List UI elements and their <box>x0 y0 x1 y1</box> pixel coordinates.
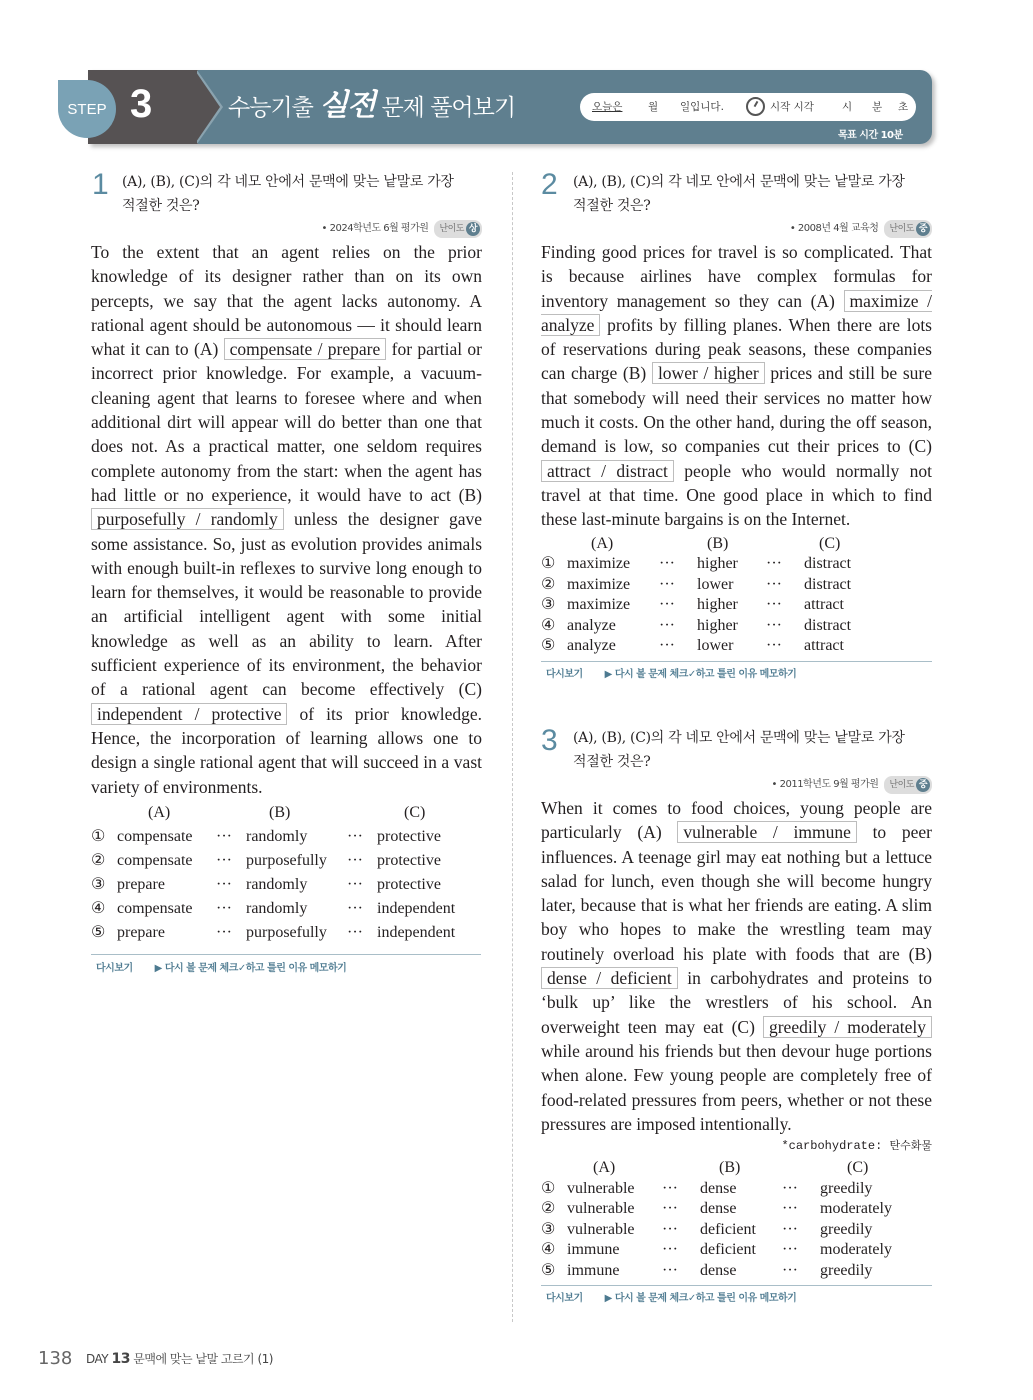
step-number: 3 <box>130 82 153 126</box>
choice-option[interactable] <box>91 849 481 873</box>
choice-a: compensate <box>117 899 193 917</box>
passage-text: unless the designer gave some assistance. So, just as evolution provides animals with enough built-in reflexes to survive long enough to learn for themselves, it would be reasonable to provide an artificial intelligent agent with some initial knowledge as well as an ability to learn. After sufficient experience of its environment, the behavior of a rational agent can become effectively (C) <box>91 509 483 700</box>
choice-b: randomly <box>246 899 308 917</box>
choice-option[interactable] <box>91 873 481 897</box>
review-note[interactable] <box>546 668 796 682</box>
question-number: 3 <box>541 724 558 757</box>
review-divider <box>91 954 481 955</box>
choice-b: randomly <box>246 827 308 845</box>
choice-a: maximize <box>567 596 631 614</box>
column-header: (B) <box>707 534 729 552</box>
question-head <box>573 170 932 234</box>
passage <box>91 240 482 799</box>
ellipsis: ··· <box>782 1241 798 1259</box>
day-number: 13 <box>111 1351 130 1367</box>
word-choice-box: greedily / moderately <box>763 1016 932 1038</box>
step-badge <box>58 80 116 138</box>
prompt-line: 적절한 것은? <box>573 198 651 214</box>
choice-a: compensate <box>117 851 193 869</box>
question-prompt <box>122 170 454 218</box>
source-text: • 2008년 4월 교육청 <box>789 223 879 234</box>
review-label: 다시보기 <box>96 963 133 974</box>
source-text: • 2011학년도 9월 평가원 <box>771 779 879 790</box>
choice-b: randomly <box>246 875 308 893</box>
choice-number: ② <box>541 1200 556 1218</box>
passage <box>541 240 932 532</box>
passage <box>541 796 932 1136</box>
passage-text: When it comes to food choices, young people are particularly (A) <box>541 798 932 843</box>
hour-field[interactable]: 시 <box>842 101 853 113</box>
ellipsis: ··· <box>347 851 363 869</box>
word-choice-box: lower / higher <box>652 362 765 384</box>
choice-a: analyze <box>567 616 616 634</box>
question-head <box>122 170 482 234</box>
question-head <box>573 726 932 790</box>
choice-number: ③ <box>541 1220 556 1238</box>
difficulty-tag <box>884 220 932 238</box>
difficulty-tag <box>434 220 482 238</box>
choice-a: compensate <box>117 827 193 845</box>
choice-number: ① <box>91 827 106 845</box>
choice-a: prepare <box>117 875 165 893</box>
page-footer <box>38 1348 438 1370</box>
choice-number: ② <box>91 851 106 869</box>
ellipsis: ··· <box>347 827 363 845</box>
passage-text: while around his friends but then devour huge portions when alone. Few young people are completely free of food-related pressures from peers, whether or not these pressures are imposed intentionally. <box>541 1040 932 1134</box>
choice-c: distract <box>804 616 852 634</box>
passage-text: for partial or incorrect prior knowledge. For example, a vacuum-cleaning agent that learns to foresee where and when additional dirt will appear will do better than one that does not. As a practical matter, one seldom requires complete autonomy from the start: when the agent has had little or no experience, it would have to act (B) <box>91 339 482 505</box>
difficulty-label: 난이도 <box>889 224 914 234</box>
choice-number: ⑤ <box>541 1261 556 1279</box>
choice-number: ④ <box>91 899 106 917</box>
choice-option[interactable] <box>541 595 931 616</box>
review-label: 다시보기 <box>546 668 583 680</box>
choice-b: higher <box>697 555 738 573</box>
ellipsis: ··· <box>216 827 232 845</box>
choice-c: attract <box>804 596 844 614</box>
choice-number: ⑤ <box>541 637 556 655</box>
choice-number: ③ <box>91 875 106 893</box>
date-today-label: 오늘은 <box>592 101 623 113</box>
choice-option[interactable] <box>541 1179 931 1200</box>
ellipsis: ··· <box>766 596 782 614</box>
answer-choices <box>91 801 481 945</box>
ellipsis: ··· <box>766 575 782 593</box>
choice-c: independent <box>377 923 456 941</box>
choice-a: maximize <box>567 575 631 593</box>
day-title <box>86 1351 273 1367</box>
choice-b: deficient <box>700 1220 756 1238</box>
ellipsis: ··· <box>662 1220 678 1238</box>
column-header: (C) <box>819 534 841 552</box>
second-field[interactable]: 초 <box>898 101 909 113</box>
ellipsis: ··· <box>659 555 675 573</box>
ellipsis: ··· <box>347 899 363 917</box>
ellipsis: ··· <box>782 1179 798 1197</box>
choice-a: prepare <box>117 923 165 941</box>
ellipsis: ··· <box>782 1200 798 1218</box>
ellipsis: ··· <box>662 1179 678 1197</box>
choice-c: protective <box>377 851 441 869</box>
choice-c: greedily <box>820 1220 873 1238</box>
word-choice-box: compensate / prepare <box>224 338 387 360</box>
choice-c: greedily <box>820 1261 873 1279</box>
choice-header-row <box>541 1158 931 1179</box>
ellipsis: ··· <box>662 1200 678 1218</box>
question-number: 2 <box>541 168 558 201</box>
clock-icon <box>746 97 765 116</box>
review-divider <box>541 1285 932 1286</box>
choice-b: higher <box>697 616 738 634</box>
column-divider <box>512 172 513 1322</box>
choice-header-row <box>541 534 931 555</box>
passage-text: prices and still be sure that somebody will need their services no matter how much it costs. On the other hand, during the off season, demand is low, so companies cut their prices to (C) <box>541 363 932 457</box>
ellipsis: ··· <box>662 1241 678 1259</box>
choice-c: protective <box>377 827 441 845</box>
choice-number: ④ <box>541 1241 556 1259</box>
choice-b: purposefully <box>246 851 327 869</box>
choice-option[interactable] <box>91 825 481 849</box>
choice-option[interactable] <box>541 1240 931 1261</box>
passage-text: To the extent that an agent relies on the prior knowledge of its designer rather than on its own percepts, we say that the agent lacks autonomy. A rational agent should be autonomous — it should learn what it can to (A) <box>91 242 482 360</box>
review-divider <box>541 661 932 662</box>
ellipsis: ··· <box>216 851 232 869</box>
passage-text: Finding good prices for travel is so complicated. That is because airlines have complex formulas for inventory management so they can (A) <box>541 242 932 311</box>
choice-a: immune <box>567 1241 620 1259</box>
review-text: ▶ 다시 볼 문제 체크✓하고 틀린 이유 메모하기 <box>154 963 347 974</box>
review-text: ▶ 다시 볼 문제 체크✓하고 틀린 이유 메모하기 <box>604 1293 797 1305</box>
column-header: (B) <box>269 803 291 821</box>
ellipsis: ··· <box>216 875 232 893</box>
choice-c: greedily <box>820 1179 873 1197</box>
ellipsis: ··· <box>659 616 675 634</box>
choice-number: ② <box>541 575 556 593</box>
prompt-line: (A), (B), (C)의 각 네모 안에서 문맥에 맞는 낱말로 가장 <box>573 730 905 746</box>
ellipsis: ··· <box>659 575 675 593</box>
passage-text: to peer influences. A teenage girl may eat nothing but a lettuce salad for lunch, even though she will become hungry later, because that is what her friends are eating. A slim boy who hopes to make the wrestling team may routinely overload his plate with foods that are (B) <box>541 822 932 964</box>
choice-number: ① <box>541 555 556 573</box>
ellipsis: ··· <box>216 923 232 941</box>
choice-c: distract <box>804 555 852 573</box>
difficulty-level: 중 <box>916 222 930 236</box>
choice-b: dense <box>700 1200 737 1218</box>
difficulty-label: 난이도 <box>439 224 464 234</box>
question-source <box>790 220 932 238</box>
ellipsis: ··· <box>766 616 782 634</box>
goal-time: 목표 시간 10분 <box>838 130 903 141</box>
choice-a: immune <box>567 1261 620 1279</box>
ellipsis: ··· <box>782 1220 798 1238</box>
footnote-meaning: 탄수화물 <box>889 1139 932 1153</box>
choice-c: independent <box>377 899 456 917</box>
title-suffix: 문제 풀어보기 <box>381 95 516 121</box>
prompt-line: (A), (B), (C)의 각 네모 안에서 문맥에 맞는 낱말로 가장 <box>573 174 905 190</box>
choice-option[interactable] <box>541 616 931 637</box>
difficulty-label: 난이도 <box>889 780 914 790</box>
word-choice-box: independent / protective <box>91 703 287 725</box>
column-header: (C) <box>847 1159 869 1177</box>
month-field[interactable]: 월 <box>648 101 659 113</box>
prompt-line: 적절한 것은? <box>122 198 200 214</box>
choice-b: dense <box>700 1261 737 1279</box>
start-time-label: 시작 시각 <box>770 101 814 113</box>
column-header: (A) <box>591 534 614 552</box>
source-text: • 2024학년도 6월 평가원 <box>321 223 429 234</box>
choice-option[interactable] <box>91 897 481 921</box>
question-number: 1 <box>92 168 109 201</box>
footnote-row <box>541 1138 932 1154</box>
review-note[interactable] <box>546 1292 796 1306</box>
choice-number: ⑤ <box>91 923 106 941</box>
column-header: (C) <box>404 803 426 821</box>
ellipsis: ··· <box>347 875 363 893</box>
ellipsis: ··· <box>347 923 363 941</box>
word-choice-box: vulnerable / immune <box>677 821 856 843</box>
ellipsis: ··· <box>662 1261 678 1279</box>
choice-number: ① <box>541 1179 556 1197</box>
passage-text: people who would normally not travel at that time. One good place in which to find these last-minute bargains is on the Internet. <box>541 460 933 530</box>
ellipsis: ··· <box>659 637 675 655</box>
footnote <box>781 1138 932 1154</box>
word-choice-box: attract / distract <box>541 460 674 482</box>
choice-option[interactable] <box>541 1261 931 1282</box>
word-choice-box: maximize / analyze <box>541 290 932 335</box>
column-header: (A) <box>593 1159 616 1177</box>
word-choice-box: purposefully / randomly <box>91 508 284 530</box>
review-note[interactable] <box>96 962 346 976</box>
choice-option[interactable] <box>541 575 931 596</box>
prompt-line: 적절한 것은? <box>573 754 651 770</box>
choice-c: protective <box>377 875 441 893</box>
ellipsis: ··· <box>766 637 782 655</box>
minute-field[interactable]: 분 <box>872 101 883 113</box>
ellipsis: ··· <box>766 555 782 573</box>
question-prompt <box>573 726 905 774</box>
choice-c: moderately <box>820 1200 892 1218</box>
choice-b: dense <box>700 1179 737 1197</box>
choice-a: vulnerable <box>567 1220 635 1238</box>
question-source <box>772 776 932 794</box>
day-prefix: DAY <box>86 1352 109 1366</box>
passage-text: of its prior knowledge. Hence, the incorporation of learning allows one to design a single rational agent that will succeed in a vast variety of environments. <box>91 703 482 797</box>
answer-choices <box>541 1158 931 1281</box>
choice-b: purposefully <box>246 923 327 941</box>
choice-option[interactable] <box>91 921 481 945</box>
ellipsis: ··· <box>659 596 675 614</box>
difficulty-level: 상 <box>466 222 480 236</box>
choice-number: ④ <box>541 616 556 634</box>
choice-a: analyze <box>567 637 616 655</box>
choice-a: vulnerable <box>567 1179 635 1197</box>
footnote-term: *carbohydrate: <box>781 1139 883 1154</box>
choice-header-row <box>91 801 481 825</box>
question-source <box>322 220 482 238</box>
choice-c: attract <box>804 637 844 655</box>
answer-choices <box>541 534 931 657</box>
column-header: (B) <box>719 1159 741 1177</box>
review-text: ▶ 다시 볼 문제 체크✓하고 틀린 이유 메모하기 <box>604 668 797 680</box>
choice-option[interactable] <box>541 1199 931 1220</box>
time-record-box <box>580 93 916 121</box>
choice-b: higher <box>697 596 738 614</box>
passage-text: in carbohydrates and proteins to ‘bulk up’ like the wrestlers of his school. An overweight teen may eat (C) <box>541 968 932 1037</box>
choice-b: lower <box>697 575 734 593</box>
passage-text: profits by filling planes. When there are lots of reservations during peak seasons, these companies can charge (B) <box>541 314 932 384</box>
word-choice-box: dense / deficient <box>541 967 678 989</box>
choice-option[interactable] <box>541 1220 931 1241</box>
title-prefix: 수능기출 <box>228 95 313 121</box>
chevron-arrow <box>196 72 220 142</box>
day-topic: 문맥에 맞는 낱말 고르기 (1) <box>133 1352 273 1366</box>
choice-number: ③ <box>541 596 556 614</box>
choice-b: deficient <box>700 1241 756 1259</box>
day-field[interactable]: 일입니다. <box>680 101 724 113</box>
title-emphasis: 실전 <box>319 88 376 123</box>
choice-a: maximize <box>567 555 631 573</box>
ellipsis: ··· <box>782 1261 798 1279</box>
page-number: 138 <box>38 1348 73 1369</box>
choice-c: moderately <box>820 1241 892 1259</box>
ellipsis: ··· <box>216 899 232 917</box>
choice-option[interactable] <box>541 636 931 657</box>
choice-a: vulnerable <box>567 1200 635 1218</box>
page-title <box>228 86 515 126</box>
step-label: STEP <box>67 100 107 118</box>
choice-c: distract <box>804 575 852 593</box>
difficulty-tag <box>884 776 932 794</box>
column-header: (A) <box>148 803 171 821</box>
choice-b: lower <box>697 637 734 655</box>
question-prompt <box>573 170 905 218</box>
difficulty-level: 중 <box>916 778 930 792</box>
prompt-line: (A), (B), (C)의 각 네모 안에서 문맥에 맞는 낱말로 가장 <box>122 174 454 190</box>
choice-option[interactable] <box>541 554 931 575</box>
review-label: 다시보기 <box>546 1293 583 1305</box>
